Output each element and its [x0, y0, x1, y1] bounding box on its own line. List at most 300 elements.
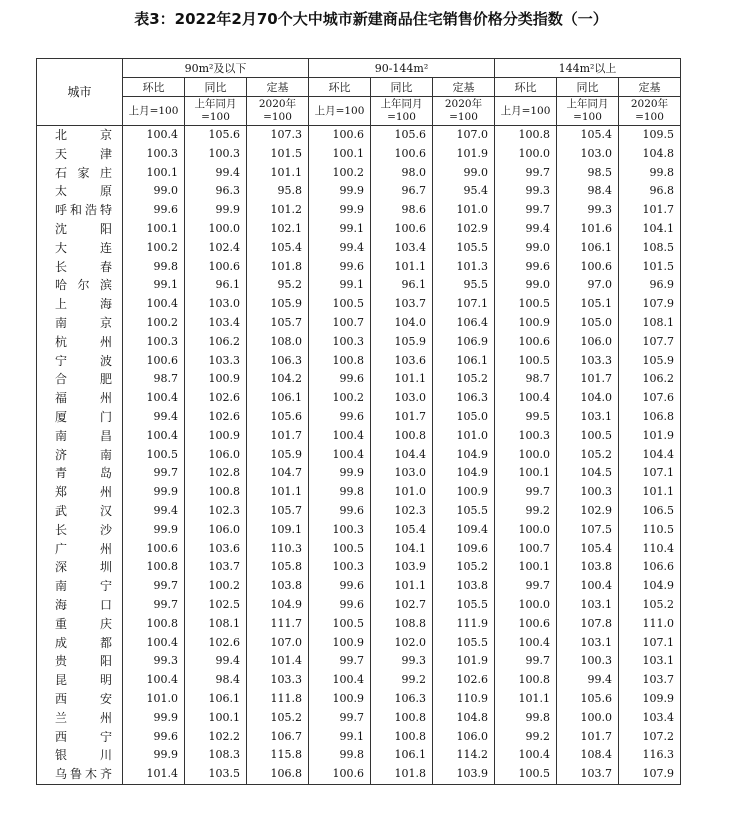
- value-cell: 100.1: [495, 464, 557, 483]
- value-cell: 99.6: [495, 258, 557, 277]
- value-cell: 107.0: [247, 634, 309, 653]
- value-cell: 104.1: [371, 540, 433, 559]
- base-header: 上月=100: [309, 97, 371, 126]
- value-cell: 105.1: [557, 295, 619, 314]
- value-cell: 99.7: [309, 709, 371, 728]
- value-cell: 100.7: [495, 540, 557, 559]
- value-cell: 99.9: [123, 709, 185, 728]
- table-row: [37, 483, 681, 502]
- value-cell: 106.1: [557, 239, 619, 258]
- table-title: 表3：2022年2月70个大中城市新建商品住宅销售价格分类指数（一）: [134, 10, 608, 28]
- value-cell: 98.4: [557, 182, 619, 201]
- value-cell: 104.5: [557, 464, 619, 483]
- city-cell: 上海: [37, 295, 123, 314]
- city-cell: 太原: [37, 182, 123, 201]
- value-cell: 100.1: [309, 145, 371, 164]
- value-cell: 102.6: [185, 389, 247, 408]
- table-row: [37, 634, 681, 653]
- value-cell: 110.5: [619, 521, 681, 540]
- value-cell: 102.3: [371, 502, 433, 521]
- value-cell: 100.8: [185, 483, 247, 502]
- value-cell: 104.9: [433, 446, 495, 465]
- city-cell: 深圳: [37, 558, 123, 577]
- city-cell: 济南: [37, 446, 123, 465]
- table-row: [37, 427, 681, 446]
- value-cell: 106.0: [185, 521, 247, 540]
- value-cell: 100.7: [309, 314, 371, 333]
- city-cell: 海口: [37, 596, 123, 615]
- value-cell: 100.3: [123, 145, 185, 164]
- value-cell: 100.3: [495, 427, 557, 446]
- value-cell: 100.0: [495, 596, 557, 615]
- city-cell: 呼和浩特: [37, 201, 123, 220]
- value-cell: 104.8: [619, 145, 681, 164]
- value-cell: 100.8: [371, 427, 433, 446]
- value-cell: 104.0: [371, 314, 433, 333]
- value-cell: 100.4: [495, 634, 557, 653]
- value-cell: 103.4: [619, 709, 681, 728]
- table-row: [37, 615, 681, 634]
- table-row: [37, 201, 681, 220]
- value-cell: 106.1: [371, 746, 433, 765]
- value-cell: 100.2: [123, 314, 185, 333]
- base-header: 2020年=100: [247, 97, 309, 126]
- value-cell: 111.0: [619, 615, 681, 634]
- value-cell: 98.5: [557, 164, 619, 183]
- city-cell: 成都: [37, 634, 123, 653]
- city-cell: 南昌: [37, 427, 123, 446]
- value-cell: 107.0: [433, 126, 495, 145]
- value-cell: 99.7: [123, 596, 185, 615]
- value-cell: 103.4: [185, 314, 247, 333]
- value-cell: 100.1: [495, 558, 557, 577]
- column-header: 定基: [247, 78, 309, 97]
- city-cell: 西宁: [37, 728, 123, 747]
- city-cell: 大连: [37, 239, 123, 258]
- city-cell: 贵阳: [37, 652, 123, 671]
- value-cell: 106.8: [619, 408, 681, 427]
- value-cell: 103.3: [247, 671, 309, 690]
- value-cell: 103.0: [371, 389, 433, 408]
- value-cell: 99.3: [557, 201, 619, 220]
- value-cell: 100.2: [309, 389, 371, 408]
- value-cell: 95.5: [433, 276, 495, 295]
- value-cell: 100.4: [309, 427, 371, 446]
- value-cell: 100.0: [185, 220, 247, 239]
- value-cell: 99.7: [495, 652, 557, 671]
- value-cell: 107.1: [619, 464, 681, 483]
- value-cell: 99.9: [185, 201, 247, 220]
- value-cell: 105.9: [619, 352, 681, 371]
- table-row: [37, 352, 681, 371]
- city-cell: 青岛: [37, 464, 123, 483]
- value-cell: 111.8: [247, 690, 309, 709]
- value-cell: 99.1: [309, 220, 371, 239]
- value-cell: 102.3: [185, 502, 247, 521]
- value-cell: 107.2: [619, 728, 681, 747]
- table-row: [37, 295, 681, 314]
- value-cell: 101.7: [557, 370, 619, 389]
- value-cell: 99.6: [309, 502, 371, 521]
- value-cell: 99.2: [495, 728, 557, 747]
- value-cell: 99.9: [309, 464, 371, 483]
- table-row: [37, 333, 681, 352]
- table-row: [37, 408, 681, 427]
- value-cell: 95.8: [247, 182, 309, 201]
- value-cell: 100.5: [495, 295, 557, 314]
- value-cell: 96.8: [619, 182, 681, 201]
- table-row: [37, 276, 681, 295]
- value-cell: 100.0: [557, 709, 619, 728]
- value-cell: 102.0: [371, 634, 433, 653]
- value-cell: 99.1: [309, 276, 371, 295]
- column-header: 定基: [433, 78, 495, 97]
- table-row: [37, 314, 681, 333]
- value-cell: 100.4: [123, 126, 185, 145]
- value-cell: 107.6: [619, 389, 681, 408]
- value-cell: 98.6: [371, 201, 433, 220]
- value-cell: 106.6: [619, 558, 681, 577]
- value-cell: 109.4: [433, 521, 495, 540]
- value-cell: 101.2: [247, 201, 309, 220]
- value-cell: 101.0: [433, 201, 495, 220]
- value-cell: 99.6: [309, 258, 371, 277]
- value-cell: 106.2: [619, 370, 681, 389]
- value-cell: 101.8: [371, 765, 433, 784]
- value-cell: 102.8: [185, 464, 247, 483]
- value-cell: 100.5: [495, 765, 557, 784]
- value-cell: 100.2: [309, 164, 371, 183]
- value-cell: 100.6: [123, 352, 185, 371]
- value-cell: 110.4: [619, 540, 681, 559]
- value-cell: 100.4: [309, 446, 371, 465]
- value-cell: 100.3: [185, 145, 247, 164]
- value-cell: 99.8: [309, 746, 371, 765]
- value-cell: 115.8: [247, 746, 309, 765]
- table-row: [37, 765, 681, 784]
- table-row: [37, 577, 681, 596]
- value-cell: 103.3: [185, 352, 247, 371]
- value-cell: 109.1: [247, 521, 309, 540]
- value-cell: 103.9: [371, 558, 433, 577]
- value-cell: 100.8: [123, 558, 185, 577]
- table-row: [37, 652, 681, 671]
- value-cell: 100.4: [123, 427, 185, 446]
- value-cell: 105.0: [557, 314, 619, 333]
- value-cell: 106.3: [433, 389, 495, 408]
- value-cell: 99.6: [309, 596, 371, 615]
- value-cell: 106.7: [247, 728, 309, 747]
- value-cell: 96.9: [619, 276, 681, 295]
- value-cell: 100.9: [309, 634, 371, 653]
- city-cell: 北京: [37, 126, 123, 145]
- table-row: [37, 182, 681, 201]
- value-cell: 99.1: [123, 276, 185, 295]
- value-cell: 107.1: [433, 295, 495, 314]
- value-cell: 100.9: [185, 427, 247, 446]
- value-cell: 99.2: [495, 502, 557, 521]
- table-row: [37, 220, 681, 239]
- table-row: [37, 258, 681, 277]
- table-row: [37, 540, 681, 559]
- value-cell: 99.6: [309, 408, 371, 427]
- value-cell: 103.7: [557, 765, 619, 784]
- city-cell: 福州: [37, 389, 123, 408]
- value-cell: 101.8: [247, 258, 309, 277]
- value-cell: 100.4: [123, 295, 185, 314]
- value-cell: 99.5: [495, 408, 557, 427]
- value-cell: 101.5: [619, 258, 681, 277]
- value-cell: 103.8: [557, 558, 619, 577]
- value-cell: 103.7: [619, 671, 681, 690]
- value-cell: 100.6: [495, 333, 557, 352]
- city-cell: 郑州: [37, 483, 123, 502]
- value-cell: 106.3: [371, 690, 433, 709]
- value-cell: 99.9: [123, 483, 185, 502]
- value-cell: 103.7: [371, 295, 433, 314]
- value-cell: 100.0: [495, 521, 557, 540]
- value-cell: 108.0: [247, 333, 309, 352]
- city-cell: 厦门: [37, 408, 123, 427]
- base-header: 上年同月=100: [371, 97, 433, 126]
- table-row: [37, 690, 681, 709]
- value-cell: 104.0: [557, 389, 619, 408]
- value-cell: 100.0: [495, 446, 557, 465]
- value-cell: 106.1: [185, 690, 247, 709]
- value-cell: 106.0: [557, 333, 619, 352]
- value-cell: 103.1: [619, 652, 681, 671]
- value-cell: 99.4: [123, 502, 185, 521]
- value-cell: 103.8: [433, 577, 495, 596]
- value-cell: 99.0: [123, 182, 185, 201]
- value-cell: 104.9: [247, 596, 309, 615]
- value-cell: 105.6: [557, 690, 619, 709]
- value-cell: 104.8: [433, 709, 495, 728]
- value-cell: 105.8: [247, 558, 309, 577]
- value-cell: 99.7: [495, 577, 557, 596]
- value-cell: 100.4: [495, 746, 557, 765]
- value-cell: 102.4: [185, 239, 247, 258]
- value-cell: 102.7: [371, 596, 433, 615]
- table-row: [37, 709, 681, 728]
- column-header: 同比: [185, 78, 247, 97]
- value-cell: 105.5: [433, 502, 495, 521]
- value-cell: 105.6: [247, 408, 309, 427]
- column-header: 同比: [371, 78, 433, 97]
- value-cell: 100.1: [123, 220, 185, 239]
- table-row: [37, 145, 681, 164]
- value-cell: 106.1: [433, 352, 495, 371]
- value-cell: 100.0: [495, 145, 557, 164]
- value-cell: 100.6: [309, 126, 371, 145]
- group-header-medium: 90-144m²: [309, 59, 495, 78]
- value-cell: 103.1: [557, 596, 619, 615]
- value-cell: 105.2: [247, 709, 309, 728]
- city-cell: 武汉: [37, 502, 123, 521]
- value-cell: 107.8: [557, 615, 619, 634]
- city-cell: 广州: [37, 540, 123, 559]
- value-cell: 101.0: [123, 690, 185, 709]
- value-cell: 102.9: [433, 220, 495, 239]
- value-cell: 98.4: [185, 671, 247, 690]
- value-cell: 108.8: [371, 615, 433, 634]
- value-cell: 105.6: [371, 126, 433, 145]
- value-cell: 100.5: [123, 446, 185, 465]
- value-cell: 100.6: [123, 540, 185, 559]
- value-cell: 105.2: [433, 370, 495, 389]
- value-cell: 101.7: [371, 408, 433, 427]
- value-cell: 102.5: [185, 596, 247, 615]
- value-cell: 108.5: [619, 239, 681, 258]
- value-cell: 101.4: [247, 652, 309, 671]
- value-cell: 98.7: [495, 370, 557, 389]
- value-cell: 105.2: [619, 596, 681, 615]
- value-cell: 103.6: [371, 352, 433, 371]
- value-cell: 100.4: [557, 577, 619, 596]
- city-cell: 哈尔滨: [37, 276, 123, 295]
- value-cell: 107.3: [247, 126, 309, 145]
- city-cell: 昆明: [37, 671, 123, 690]
- value-cell: 100.6: [557, 258, 619, 277]
- value-cell: 95.2: [247, 276, 309, 295]
- value-cell: 100.9: [309, 690, 371, 709]
- value-cell: 100.4: [495, 389, 557, 408]
- base-header: 2020年=100: [433, 97, 495, 126]
- value-cell: 99.6: [123, 201, 185, 220]
- value-cell: 105.4: [371, 521, 433, 540]
- value-cell: 105.5: [433, 596, 495, 615]
- value-cell: 102.2: [185, 728, 247, 747]
- value-cell: 109.5: [619, 126, 681, 145]
- value-cell: 103.7: [185, 558, 247, 577]
- value-cell: 99.4: [495, 220, 557, 239]
- value-cell: 105.5: [433, 634, 495, 653]
- value-cell: 105.9: [247, 295, 309, 314]
- value-cell: 99.4: [309, 239, 371, 258]
- column-header: 环比: [123, 78, 185, 97]
- value-cell: 100.4: [123, 389, 185, 408]
- city-cell: 合肥: [37, 370, 123, 389]
- value-cell: 100.6: [309, 765, 371, 784]
- value-cell: 99.7: [123, 577, 185, 596]
- value-cell: 101.0: [433, 427, 495, 446]
- value-cell: 101.4: [123, 765, 185, 784]
- value-cell: 99.8: [123, 258, 185, 277]
- value-cell: 99.3: [123, 652, 185, 671]
- table-row: [37, 558, 681, 577]
- table-row: [37, 164, 681, 183]
- value-cell: 100.3: [557, 652, 619, 671]
- value-cell: 103.3: [557, 352, 619, 371]
- value-cell: 101.1: [371, 577, 433, 596]
- value-cell: 106.9: [433, 333, 495, 352]
- city-cell: 乌鲁木齐: [37, 765, 123, 784]
- value-cell: 100.5: [495, 352, 557, 371]
- value-cell: 105.2: [557, 446, 619, 465]
- value-cell: 105.7: [247, 314, 309, 333]
- value-cell: 105.7: [247, 502, 309, 521]
- value-cell: 100.3: [309, 333, 371, 352]
- column-header: 环比: [495, 78, 557, 97]
- value-cell: 99.0: [433, 164, 495, 183]
- city-cell: 南京: [37, 314, 123, 333]
- value-cell: 99.7: [123, 464, 185, 483]
- value-cell: 105.2: [433, 558, 495, 577]
- group-header-large: 144m²以上: [495, 59, 681, 78]
- value-cell: 96.1: [185, 276, 247, 295]
- value-cell: 101.1: [495, 690, 557, 709]
- value-cell: 100.5: [557, 427, 619, 446]
- value-cell: 106.3: [247, 352, 309, 371]
- value-cell: 101.7: [557, 728, 619, 747]
- value-cell: 100.4: [123, 634, 185, 653]
- value-cell: 103.6: [185, 540, 247, 559]
- value-cell: 103.4: [371, 239, 433, 258]
- value-cell: 99.4: [557, 671, 619, 690]
- value-cell: 100.8: [495, 126, 557, 145]
- value-cell: 103.9: [433, 765, 495, 784]
- value-cell: 102.6: [185, 408, 247, 427]
- value-cell: 103.0: [185, 295, 247, 314]
- value-cell: 104.1: [619, 220, 681, 239]
- value-cell: 103.5: [185, 765, 247, 784]
- table-row: [37, 370, 681, 389]
- value-cell: 99.7: [309, 652, 371, 671]
- value-cell: 99.0: [495, 239, 557, 258]
- value-cell: 108.1: [185, 615, 247, 634]
- value-cell: 106.5: [619, 502, 681, 521]
- value-cell: 100.8: [123, 615, 185, 634]
- value-cell: 104.4: [619, 446, 681, 465]
- value-cell: 99.7: [495, 164, 557, 183]
- value-cell: 104.9: [433, 464, 495, 483]
- value-cell: 107.9: [619, 295, 681, 314]
- value-cell: 100.8: [371, 709, 433, 728]
- city-cell: 天津: [37, 145, 123, 164]
- table-row: [37, 502, 681, 521]
- value-cell: 100.6: [371, 145, 433, 164]
- table-row: [37, 239, 681, 258]
- city-column-header: 城市: [37, 59, 123, 126]
- city-cell: 石家庄: [37, 164, 123, 183]
- value-cell: 100.4: [309, 671, 371, 690]
- value-cell: 99.9: [123, 521, 185, 540]
- table-row: [37, 746, 681, 765]
- value-cell: 105.4: [247, 239, 309, 258]
- value-cell: 105.4: [557, 126, 619, 145]
- value-cell: 103.1: [557, 634, 619, 653]
- value-cell: 109.6: [433, 540, 495, 559]
- value-cell: 104.7: [247, 464, 309, 483]
- value-cell: 101.9: [619, 427, 681, 446]
- value-cell: 99.9: [309, 182, 371, 201]
- value-cell: 100.9: [495, 314, 557, 333]
- value-cell: 101.0: [371, 483, 433, 502]
- value-cell: 100.9: [185, 370, 247, 389]
- value-cell: 107.9: [619, 765, 681, 784]
- value-cell: 107.1: [619, 634, 681, 653]
- column-header: 定基: [619, 78, 681, 97]
- value-cell: 102.6: [185, 634, 247, 653]
- value-cell: 106.1: [247, 389, 309, 408]
- value-cell: 99.4: [123, 408, 185, 427]
- value-cell: 100.4: [123, 671, 185, 690]
- value-cell: 96.7: [371, 182, 433, 201]
- city-cell: 长沙: [37, 521, 123, 540]
- value-cell: 101.6: [557, 220, 619, 239]
- value-cell: 99.2: [371, 671, 433, 690]
- value-cell: 106.4: [433, 314, 495, 333]
